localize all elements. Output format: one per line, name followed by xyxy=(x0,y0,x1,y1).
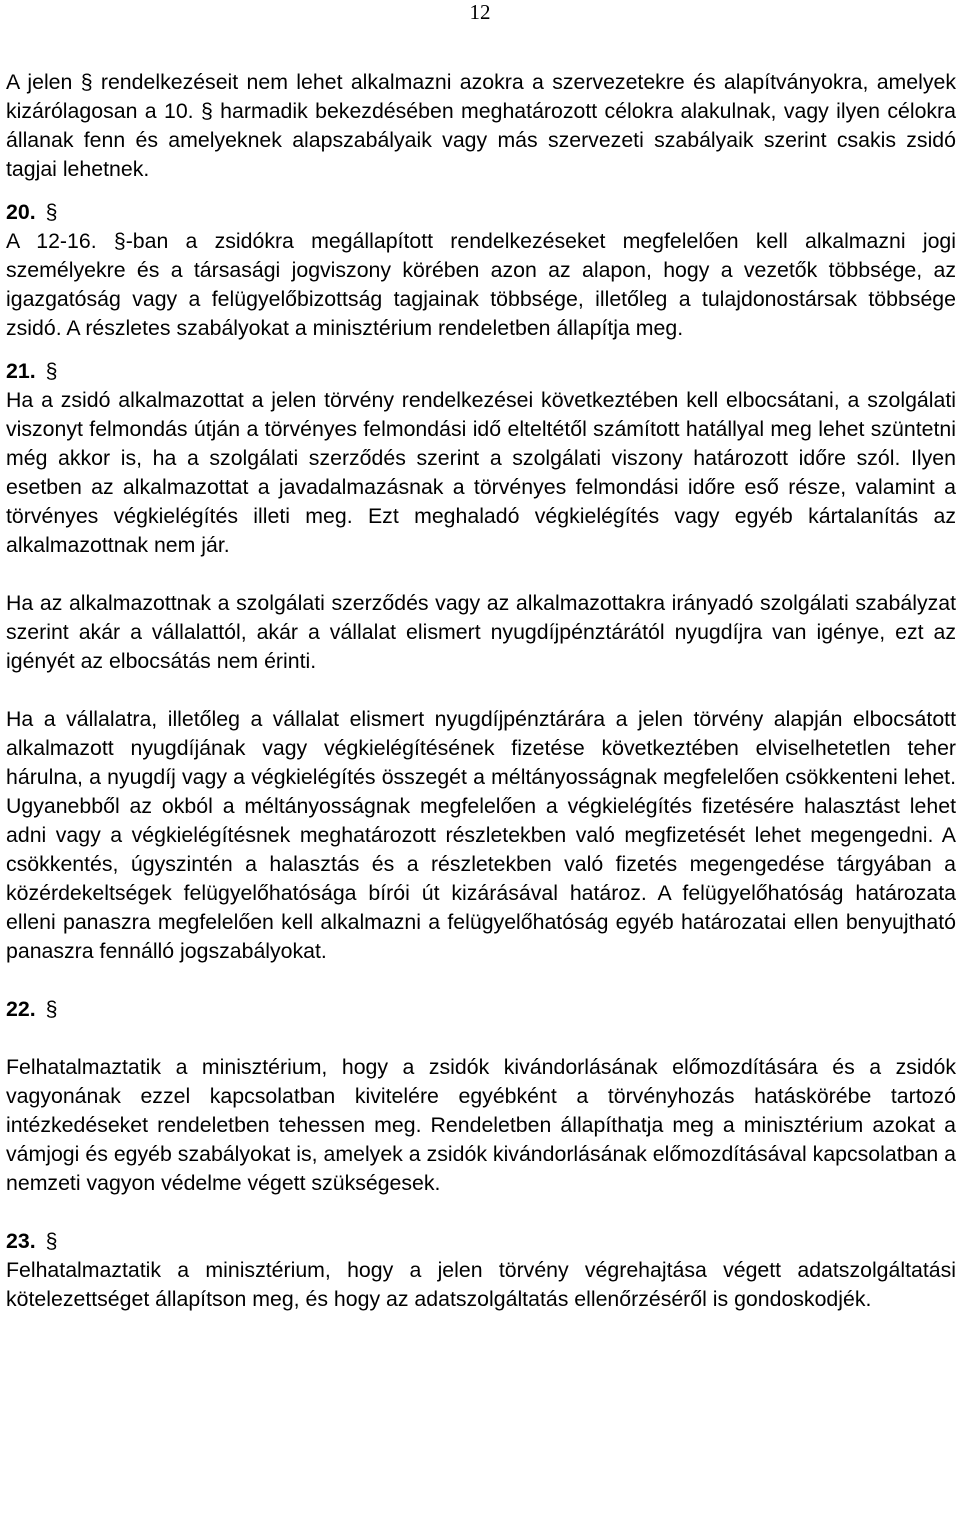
section-sign: § xyxy=(45,359,58,383)
spacer xyxy=(6,1024,956,1053)
page-number: 12 xyxy=(469,0,491,24)
paragraph-intro: A jelen § rendelkezéseit nem lehet alkalmazni azokra a szervezetekre és alapítványokra, amelyek kizárólagosan a 10. § harmadik bekezdésében meghatározott célokra alakulnak, vagy ilyen célokra állanak fenn és amelyeknek alapszabályaik vagy más szervezeti szabályaik szerint csakis zsidó tagjai lehetnek. xyxy=(6,70,956,181)
paragraph-22: Felhatalmaztatik a minisztérium, hogy a zsidók kivándorlásának előmozdítására és a zsidók vagyonának ezzel kapcsolatban kivitelére egyébként a törvényhozás hatáskörébe tartozó intézkedéseket rendeletben tehessen meg. Rendeletben állapíthatja meg a minisztérium azokat a vámjogi és egyéb szabályokat is, amelyek a zsidók kivándorlásának előmozdításával kapcsolatban a nemzeti vagyon védelme végett szükségesek. xyxy=(6,1055,956,1195)
section-sign: § xyxy=(45,1229,58,1253)
spacer xyxy=(6,560,956,589)
section-number: 23. xyxy=(6,1229,36,1253)
paragraph-21b: Ha az alkalmazottnak a szolgálati szerződés vagy az alkalmazottakra irányadó szolgálati szabályzat szerint akár a vállalattól, akár a vállalat elismert nyugdíjpénztárától nyugdíjra van igénye, ezt az igényét az elbocsátás nem érinti. xyxy=(6,591,956,673)
spacer xyxy=(6,343,956,357)
section-heading-22 xyxy=(6,995,956,1024)
paragraph-21a: Ha a zsidó alkalmazottat a jelen törvény rendelkezései következtében kell elbocsátani, a szolgálati viszonyt felmondás útján a törvényes felmondási idő elteltétől számított hatállyal meg lehet szüntetni még akkor is, ha a szolgálati szerződés szerint a szolgálati viszony határozott időre szól. Ilyen esetben az alkalmazottat a javadalmazásnak a törvényes felmondási időre eső része, valamint a törvényes végkielégítés illeti meg. Ezt meghaladó végkielégítés vagy egyéb kártalanítás az alkalmazottnak nem jár. xyxy=(6,388,956,557)
spacer xyxy=(6,184,956,198)
section-heading-21 xyxy=(6,357,956,386)
section-number: 20. xyxy=(6,200,36,224)
paragraph-23: Felhatalmaztatik a minisztérium, hogy a jelen törvény végrehajtása végett adatszolgáltatási kötelezettséget állapítson meg, és hogy az adatszolgáltatás ellenőrzéséről is gondoskodjék. xyxy=(6,1258,956,1311)
paragraph-20: A 12-16. §-ban a zsidókra megállapított rendelkezéseket megfelelően kell alkalmazni jogi személyekre és a társasági jogviszony körében azon az alapon, hogy a vezetők többsége, az igazgatóság vagy a felügyelőbizottság tagjainak többsége, illetőleg a tulajdonostársak többsége zsidó. A részletes szabályokat a minisztérium rendeletben állapítja meg. xyxy=(6,229,956,340)
document-body xyxy=(6,68,956,1314)
section-number: 21. xyxy=(6,359,36,383)
paragraph-21c: Ha a vállalatra, illetőleg a vállalat elismert nyugdíjpénztárára a jelen törvény alapján elbocsátott alkalmazott nyugdíjának vagy végkielégítésének fizetése következtében elviselhetetlen teher hárulna, a nyugdíj vagy a végkielégítés összegét a méltányosságnak megfelelően csökkenteni lehet. Ugyanebből az okból a méltányosságnak megfelelően a végkielégítés fizetésére halasztást lehet adni vagy a végkielégítésnek meghatározott részletekben való megfizetését lehet megengedni. A csökkentés, úgyszintén a halasztás és a részletekben való fizetés megengedése tárgyában a közérdekeltségek felügyelőhatósága bírói út kizárásával határoz. A felügyelőhatóság határozata elleni panaszra megfelelően kell alkalmazni a felügyelőhatóság egyéb határozatai ellen benyujtható panaszra fennálló jogszabályokat. xyxy=(6,707,956,963)
spacer xyxy=(6,676,956,705)
section-number: 22. xyxy=(6,997,36,1021)
section-heading-23 xyxy=(6,1227,956,1256)
spacer xyxy=(6,1198,956,1227)
section-heading-20 xyxy=(6,198,956,227)
section-sign: § xyxy=(45,200,58,224)
section-sign: § xyxy=(45,997,58,1021)
spacer xyxy=(6,966,956,995)
